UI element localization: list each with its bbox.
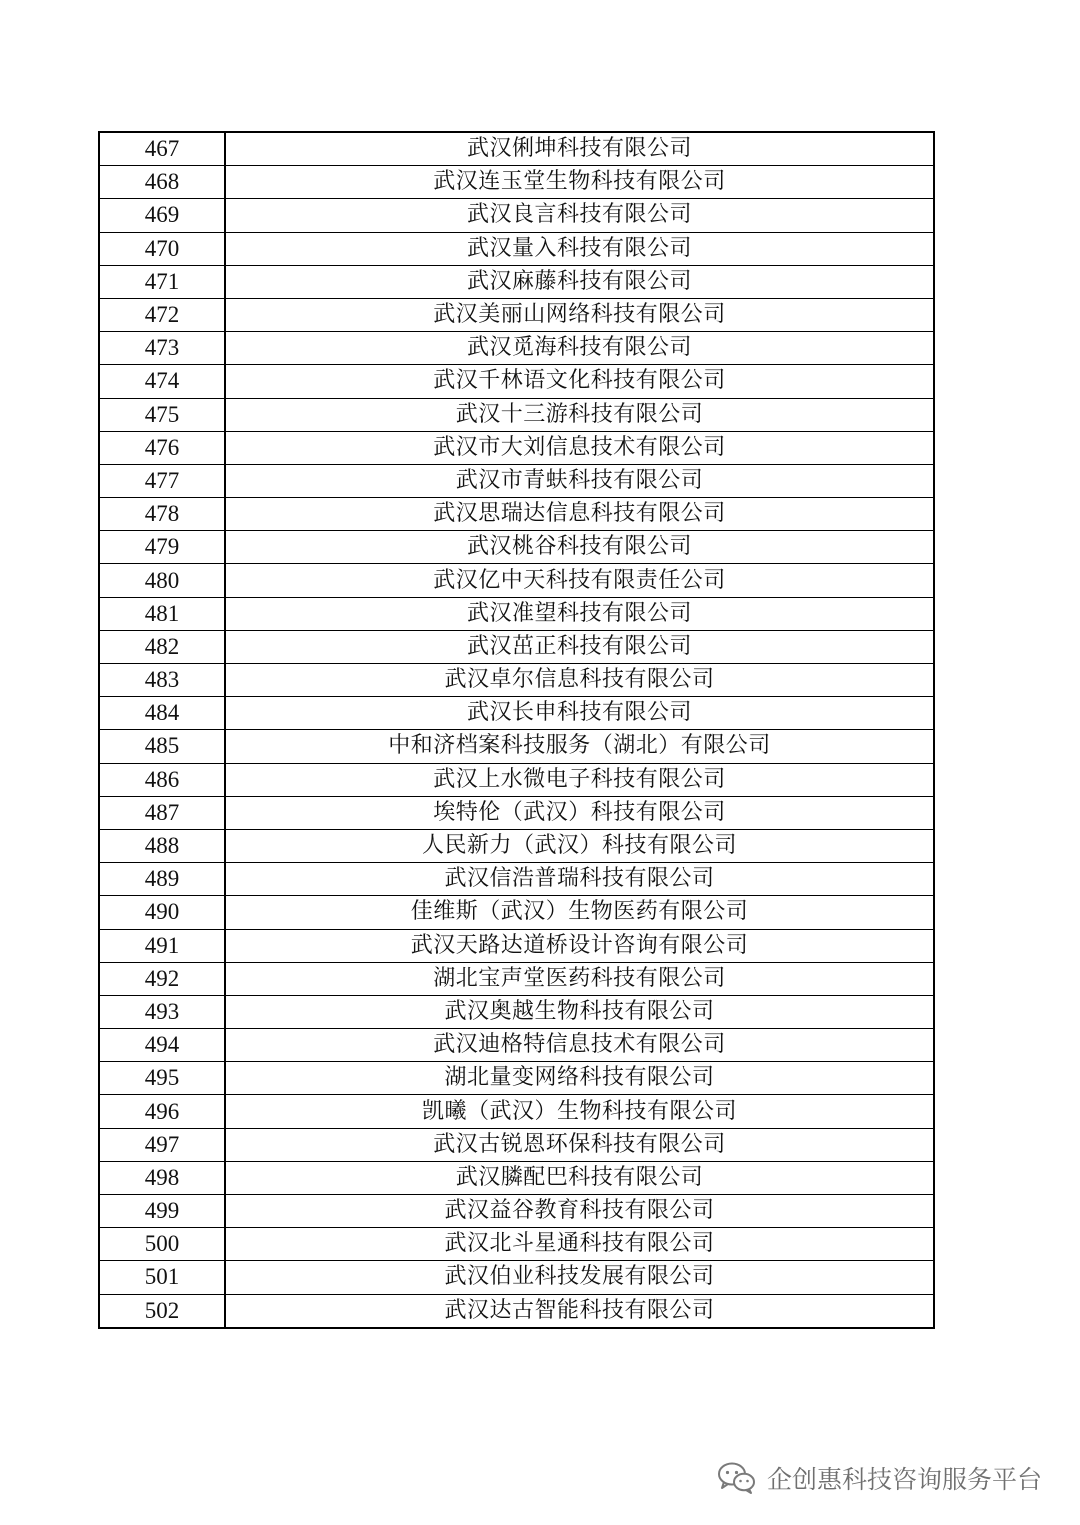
- table-row: [99, 498, 934, 531]
- table-row: [99, 265, 934, 298]
- row-number-cell: 489: [99, 863, 225, 896]
- table-row: [99, 664, 934, 697]
- table-row: [99, 929, 934, 962]
- table-row: [99, 697, 934, 730]
- row-number-cell: 476: [99, 431, 225, 464]
- company-name-cell: 武汉信浩普瑞科技有限公司: [225, 863, 934, 896]
- table-row: [99, 995, 934, 1028]
- company-name-cell: 武汉连玉堂生物科技有限公司: [225, 166, 934, 199]
- company-name-cell: 武汉美丽山网络科技有限公司: [225, 298, 934, 331]
- watermark-text: 企创惠科技咨询服务平台: [766, 1465, 1042, 1494]
- row-number-cell: 481: [99, 597, 225, 630]
- row-number-cell: 485: [99, 730, 225, 763]
- table-row: [99, 332, 934, 365]
- table-row: [99, 464, 934, 497]
- company-name-cell: 武汉天路达道桥设计咨询有限公司: [225, 929, 934, 962]
- table-row: [99, 1161, 934, 1194]
- row-number-cell: 500: [99, 1228, 225, 1261]
- row-number-cell: 475: [99, 398, 225, 431]
- company-name-cell: 武汉市大刘信息技术有限公司: [225, 431, 934, 464]
- row-number-cell: 478: [99, 498, 225, 531]
- table-row: [99, 1195, 934, 1228]
- company-name-cell: 武汉俐坤科技有限公司: [225, 132, 934, 166]
- row-number-cell: 474: [99, 365, 225, 398]
- row-number-cell: 482: [99, 630, 225, 663]
- table-row: [99, 232, 934, 265]
- row-number-cell: 487: [99, 796, 225, 829]
- table-row: [99, 863, 934, 896]
- row-number-cell: 495: [99, 1062, 225, 1095]
- row-number-cell: 479: [99, 531, 225, 564]
- company-name-cell: 武汉茁正科技有限公司: [225, 630, 934, 663]
- company-name-cell: 武汉长申科技有限公司: [225, 697, 934, 730]
- company-name-cell: 埃特伦（武汉）科技有限公司: [225, 796, 934, 829]
- row-number-cell: 488: [99, 829, 225, 862]
- table-row: [99, 1294, 934, 1328]
- table-row: [99, 298, 934, 331]
- company-name-cell: 人民新力（武汉）科技有限公司: [225, 829, 934, 862]
- table-row: [99, 1128, 934, 1161]
- row-number-cell: 469: [99, 199, 225, 232]
- table-row: [99, 531, 934, 564]
- row-number-cell: 480: [99, 564, 225, 597]
- company-name-cell: 武汉千林语文化科技有限公司: [225, 365, 934, 398]
- company-name-cell: 湖北宝声堂医药科技有限公司: [225, 962, 934, 995]
- row-number-cell: 490: [99, 896, 225, 929]
- table-row: [99, 431, 934, 464]
- table-row: [99, 365, 934, 398]
- row-number-cell: 494: [99, 1029, 225, 1062]
- row-number-cell: 483: [99, 664, 225, 697]
- company-name-cell: 武汉达古智能科技有限公司: [225, 1294, 934, 1328]
- table-row: [99, 1228, 934, 1261]
- row-number-cell: 471: [99, 265, 225, 298]
- row-number-cell: 486: [99, 763, 225, 796]
- wechat-icon: [717, 1461, 757, 1495]
- company-name-cell: 武汉十三游科技有限公司: [225, 398, 934, 431]
- company-name-cell: 武汉北斗星通科技有限公司: [225, 1228, 934, 1261]
- company-name-cell: 武汉麻藤科技有限公司: [225, 265, 934, 298]
- row-number-cell: 473: [99, 332, 225, 365]
- row-number-cell: 484: [99, 697, 225, 730]
- table-row: [99, 166, 934, 199]
- company-name-cell: 湖北量变网络科技有限公司: [225, 1062, 934, 1095]
- company-name-cell: 武汉量入科技有限公司: [225, 232, 934, 265]
- company-name-cell: 武汉觅海科技有限公司: [225, 332, 934, 365]
- row-number-cell: 492: [99, 962, 225, 995]
- company-name-cell: 凯曦（武汉）生物科技有限公司: [225, 1095, 934, 1128]
- row-number-cell: 470: [99, 232, 225, 265]
- row-number-cell: 502: [99, 1294, 225, 1328]
- company-name-cell: 武汉奥越生物科技有限公司: [225, 995, 934, 1028]
- company-name-cell: 武汉膦配巴科技有限公司: [225, 1161, 934, 1194]
- row-number-cell: 501: [99, 1261, 225, 1294]
- watermark: [717, 1458, 1042, 1498]
- table-row: [99, 564, 934, 597]
- table-row: [99, 962, 934, 995]
- company-name-cell: 武汉迪格特信息技术有限公司: [225, 1029, 934, 1062]
- company-name-cell: 武汉桃谷科技有限公司: [225, 531, 934, 564]
- company-name-cell: 武汉亿中天科技有限责任公司: [225, 564, 934, 597]
- table-row: [99, 132, 934, 166]
- table-row: [99, 1062, 934, 1095]
- table-row: [99, 896, 934, 929]
- company-name-cell: 武汉伯业科技发展有限公司: [225, 1261, 934, 1294]
- row-number-cell: 496: [99, 1095, 225, 1128]
- company-name-cell: 中和济档案科技服务（湖北）有限公司: [225, 730, 934, 763]
- row-number-cell: 477: [99, 464, 225, 497]
- table-row: [99, 398, 934, 431]
- table-row: [99, 597, 934, 630]
- table-row: [99, 730, 934, 763]
- company-name-cell: 武汉古锐恩环保科技有限公司: [225, 1128, 934, 1161]
- table-row: [99, 763, 934, 796]
- table-row: [99, 1261, 934, 1294]
- company-name-cell: 佳维斯（武汉）生物医药有限公司: [225, 896, 934, 929]
- company-name-cell: 武汉卓尔信息科技有限公司: [225, 664, 934, 697]
- company-name-cell: 武汉益谷教育科技有限公司: [225, 1195, 934, 1228]
- row-number-cell: 468: [99, 166, 225, 199]
- row-number-cell: 491: [99, 929, 225, 962]
- table-row: [99, 796, 934, 829]
- row-number-cell: 472: [99, 298, 225, 331]
- company-name-cell: 武汉上水微电子科技有限公司: [225, 763, 934, 796]
- row-number-cell: 493: [99, 995, 225, 1028]
- row-number-cell: 467: [99, 132, 225, 166]
- table-row: [99, 1095, 934, 1128]
- row-number-cell: 497: [99, 1128, 225, 1161]
- table-row: [99, 1029, 934, 1062]
- company-name-cell: 武汉良言科技有限公司: [225, 199, 934, 232]
- row-number-cell: 498: [99, 1161, 225, 1194]
- company-name-cell: 武汉市青蚨科技有限公司: [225, 464, 934, 497]
- company-list-table: [98, 131, 935, 1329]
- company-name-cell: 武汉准望科技有限公司: [225, 597, 934, 630]
- table-row: [99, 630, 934, 663]
- table-row: [99, 199, 934, 232]
- row-number-cell: 499: [99, 1195, 225, 1228]
- table-row: [99, 829, 934, 862]
- table-body: [99, 132, 934, 1328]
- company-name-cell: 武汉思瑞达信息科技有限公司: [225, 498, 934, 531]
